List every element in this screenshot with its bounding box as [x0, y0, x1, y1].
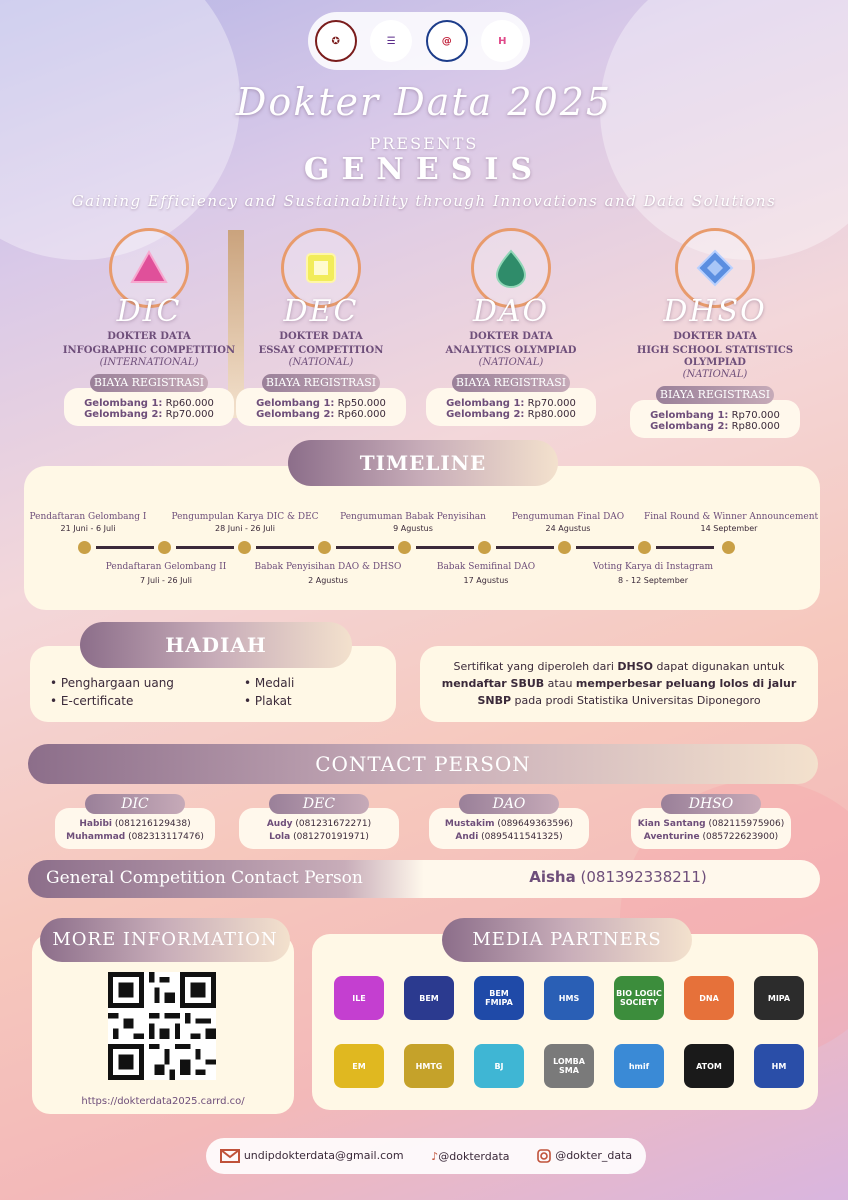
gel1-price: Rp60.000 — [165, 398, 214, 409]
contact-tag: DIC — [85, 794, 185, 814]
competition-scope: (INTERNATIONAL) — [99, 357, 199, 368]
timeline-segment — [96, 546, 154, 549]
timeline-label: Pengumpulan Karya DIC & DEC — [171, 512, 319, 522]
competition-scope: (NATIONAL) — [682, 369, 748, 380]
biaya-label: BIAYA REGISTRASI — [656, 386, 774, 404]
media-partner-logo: HMTG — [404, 1044, 454, 1088]
gel2-price: Rp80.000 — [731, 421, 780, 432]
gel2-label: Gelombang 2: — [84, 409, 163, 420]
media-partner-logo: BEM — [404, 976, 454, 1020]
more-info-url[interactable]: https://dokterdata2025.carrd.co/ — [81, 1096, 245, 1107]
sertifikat-text: dapat digunakan untuk — [653, 660, 785, 673]
tiktok-text: @dokterdata — [438, 1149, 510, 1163]
competition-name-1: DOKTER DATA — [279, 331, 363, 342]
contact-phone: (082313117476) — [128, 832, 204, 842]
biaya-box — [630, 400, 800, 438]
contact-group-dec — [234, 794, 404, 849]
contact-phone: (081270191971) — [293, 832, 369, 842]
biaya-box — [426, 388, 596, 426]
tiktok-item[interactable] — [431, 1150, 509, 1163]
gel2-price: Rp60.000 — [337, 409, 386, 420]
email-item[interactable] — [220, 1149, 404, 1163]
email-text: undipdokterdata@gmail.com — [243, 1149, 404, 1162]
bg-blob — [0, 0, 240, 260]
media-partner-logo: BIO LOGIC SOCIETY — [614, 976, 664, 1020]
general-contact-name: Aisha — [529, 868, 576, 886]
contact-group-dhso — [626, 794, 796, 849]
contact-phone: (081231672271) — [295, 819, 372, 829]
competition-abbr: DIC — [116, 294, 182, 329]
timeline-label: Voting Karya di Instagram — [592, 562, 714, 572]
hadiah-title: HADIAH — [80, 622, 352, 668]
hadiah-item: • Plakat — [244, 694, 292, 708]
biaya-label: BIAYA REGISTRASI — [262, 374, 380, 392]
gel1-label: Gelombang 1: — [446, 398, 525, 409]
hadiah-item-text: Medali — [254, 676, 295, 690]
timeline-title: TIMELINE — [288, 440, 558, 486]
timeline-dot — [398, 541, 411, 554]
page-title: Dokter Data 2025 — [235, 80, 613, 124]
gel1-label: Gelombang 1: — [84, 398, 163, 409]
contact-title: CONTACT PERSON — [28, 744, 818, 784]
media-partner-logo: HM — [754, 1044, 804, 1088]
contact-group-dic — [50, 794, 220, 849]
contact-tag: DAO — [459, 794, 559, 814]
timeline-date: 2 Agustus — [308, 576, 348, 585]
contact-name: Lola — [269, 832, 291, 842]
qr-code-icon[interactable] — [108, 972, 216, 1080]
hadiah-item: • Penghargaan uang — [50, 676, 174, 690]
timeline-segment — [336, 546, 394, 549]
sertifikat-text: Sertifikat yang diperoleh dari — [453, 660, 618, 673]
sertifikat-text: atau — [544, 677, 576, 690]
sertifikat-bold: DHSO — [617, 660, 654, 673]
biaya-label: BIAYA REGISTRASI — [90, 374, 208, 392]
hadiah-item-text: Plakat — [254, 694, 292, 708]
media-partners-title: MEDIA PARTNERS — [442, 918, 692, 962]
competition-name-1: DOKTER DATA — [469, 331, 553, 342]
timeline-segment — [496, 546, 554, 549]
contact-name: Kian Santang — [637, 819, 706, 829]
gel2-price: Rp70.000 — [165, 409, 214, 420]
logo-bar — [308, 12, 530, 70]
hadiah-item-text: E-certificate — [60, 694, 134, 708]
timeline-date: 17 Agustus — [463, 576, 509, 585]
hadiah-item: • E-certificate — [50, 694, 134, 708]
timeline-date: 8 - 12 September — [617, 576, 688, 585]
contact-group-dao — [424, 794, 594, 849]
competition-dhso — [620, 228, 810, 438]
drop-gem-icon — [491, 248, 531, 288]
timeline-dot — [158, 541, 171, 554]
timeline-date: 28 Juni - 26 Juli — [214, 524, 275, 533]
biaya-box — [236, 388, 406, 426]
sertifikat-text: pada prodi Statistika Universitas Diponegoro — [511, 694, 761, 707]
media-partner-logo: EM — [334, 1044, 384, 1088]
email-icon — [220, 1149, 240, 1163]
sertifikat-bold: memperbesar peluang lolos di jalur — [575, 677, 797, 690]
competition-scope: (NATIONAL) — [288, 357, 354, 368]
timeline-label: Pengumuman Final DAO — [511, 512, 625, 522]
timeline-label: Final Round & Winner Announcement — [644, 512, 819, 522]
more-info-title: MORE INFORMATION — [40, 918, 290, 962]
competition-name-1: DOKTER DATA — [107, 331, 191, 342]
media-partner-logo: ATOM — [684, 1044, 734, 1088]
sertifikat-bold: mendaftar SBUB — [441, 677, 545, 690]
timeline-dot — [478, 541, 491, 554]
timeline-date: 21 Juni - 6 Juli — [60, 524, 116, 533]
media-partner-logo: hmif — [614, 1044, 664, 1088]
competition-abbr: DHSO — [663, 294, 767, 329]
timeline-segment — [176, 546, 234, 549]
timeline-segment — [256, 546, 314, 549]
timeline-box — [24, 466, 820, 610]
contact-box — [239, 808, 399, 849]
gel1-label: Gelombang 1: — [256, 398, 335, 409]
competition-name-2: INFOGRAPHIC COMPETITION — [62, 345, 236, 356]
gel1-label: Gelombang 1: — [650, 410, 729, 421]
tiktok-icon: ♪ — [431, 1149, 439, 1163]
contact-tag: DHSO — [661, 794, 761, 814]
footer-contact-bar — [206, 1138, 646, 1174]
timeline-date: 14 September — [700, 524, 758, 533]
contact-phone: (085722623900) — [702, 832, 779, 842]
competition-name-1: DOKTER DATA — [673, 331, 757, 342]
hadiah-item-text: Penghargaan uang — [60, 676, 174, 690]
sertifikat-note — [420, 646, 818, 722]
media-partner-logo: BEM FMIPA — [474, 976, 524, 1020]
competition-dic — [54, 228, 244, 426]
timeline-label: Pengumuman Babak Penyisihan — [340, 512, 486, 522]
media-partner-logo: ILE — [334, 976, 384, 1020]
sertifikat-bold: SNBP — [477, 694, 512, 707]
contact-name: Andi — [455, 832, 479, 842]
contact-name: Mustakim — [444, 819, 495, 829]
contact-phone: (082115975906) — [708, 819, 785, 829]
diamond-gem-icon — [695, 248, 735, 288]
media-partner-logo: LOMBA SMA — [544, 1044, 594, 1088]
contact-name: Habibi — [79, 819, 113, 829]
instagram-item[interactable] — [537, 1149, 632, 1163]
competition-dec — [226, 228, 416, 426]
timeline-dot — [558, 541, 571, 554]
contact-phone: (0895411541325) — [481, 832, 563, 842]
competition-abbr: DEC — [283, 294, 359, 329]
general-contact-label: General Competition Contact Person — [46, 868, 363, 888]
timeline-date: 7 Juli - 26 Juli — [139, 576, 193, 585]
contact-box — [429, 808, 589, 849]
timeline-dot — [238, 541, 251, 554]
competition-name-2: ANALYTICS OLYMPIAD — [445, 345, 577, 356]
gel2-price: Rp80.000 — [527, 409, 576, 420]
media-partner-logo: BJ — [474, 1044, 524, 1088]
competition-dao — [416, 228, 606, 426]
competition-abbr: DAO — [472, 294, 550, 329]
himpunan-logo-icon: ☰ — [370, 20, 412, 62]
general-contact-value — [418, 868, 818, 886]
timeline-date: 24 Agustus — [545, 524, 591, 533]
timeline-dot — [318, 541, 331, 554]
university-seal-icon: ✪ — [315, 20, 357, 62]
timeline-segment — [416, 546, 474, 549]
timeline-dot — [78, 541, 91, 554]
gel1-price: Rp50.000 — [337, 398, 386, 409]
gel2-label: Gelombang 2: — [650, 421, 729, 432]
timeline-date: 9 Agustus — [393, 524, 433, 533]
contact-tag: DEC — [269, 794, 369, 814]
contact-name: Audy — [266, 819, 293, 829]
square-gem-icon — [301, 248, 341, 288]
gel2-label: Gelombang 2: — [256, 409, 335, 420]
timeline-label: Pendaftaran Gelombang II — [105, 562, 227, 572]
contact-box — [631, 808, 791, 849]
contact-name: Aventurine — [643, 832, 700, 842]
timeline-label: Pendaftaran Gelombang I — [29, 512, 147, 522]
contact-box — [55, 808, 215, 849]
hadiah-item: • Medali — [244, 676, 295, 690]
timeline-segment — [576, 546, 634, 549]
competition-name-2: ESSAY COMPETITION — [258, 345, 384, 356]
partner-logo-icon: H — [481, 20, 523, 62]
gel1-price: Rp70.000 — [731, 410, 780, 421]
instagram-text: @dokter_data — [555, 1149, 633, 1162]
competition-scope: (NATIONAL) — [478, 357, 544, 368]
tagline: Gaining Efficiency and Sustainability through Innovations and Data Solutions — [71, 192, 777, 210]
gel2-label: Gelombang 2: — [446, 409, 525, 420]
contact-name: Muhammad — [66, 832, 126, 842]
timeline-label: Babak Penyisihan DAO & DHSO — [254, 562, 402, 572]
media-partner-logo: DNA — [684, 976, 734, 1020]
bg-blob — [600, 0, 848, 260]
timeline-dot — [638, 541, 651, 554]
gel1-price: Rp70.000 — [527, 398, 576, 409]
event-name: GENESIS — [303, 152, 545, 187]
dokter-data-logo-icon: @ — [426, 20, 468, 62]
general-contact-phone: (081392338211) — [580, 868, 707, 886]
media-partner-logo: MIPA — [754, 976, 804, 1020]
instagram-icon — [537, 1149, 551, 1163]
biaya-box — [64, 388, 234, 426]
contact-phone: (081216129438) — [114, 819, 191, 829]
presents-text: PRESENTS — [369, 134, 479, 153]
media-partner-logo: HMS — [544, 976, 594, 1020]
contact-phone: (089649363596) — [497, 819, 574, 829]
competition-name-2: HIGH SCHOOL STATISTICS OLYMPIAD — [636, 345, 794, 368]
biaya-label: BIAYA REGISTRASI — [452, 374, 570, 392]
timeline-label: Babak Semifinal DAO — [436, 562, 536, 572]
triangle-gem-icon — [129, 248, 169, 288]
timeline-segment — [656, 546, 714, 549]
timeline-dot — [722, 541, 735, 554]
